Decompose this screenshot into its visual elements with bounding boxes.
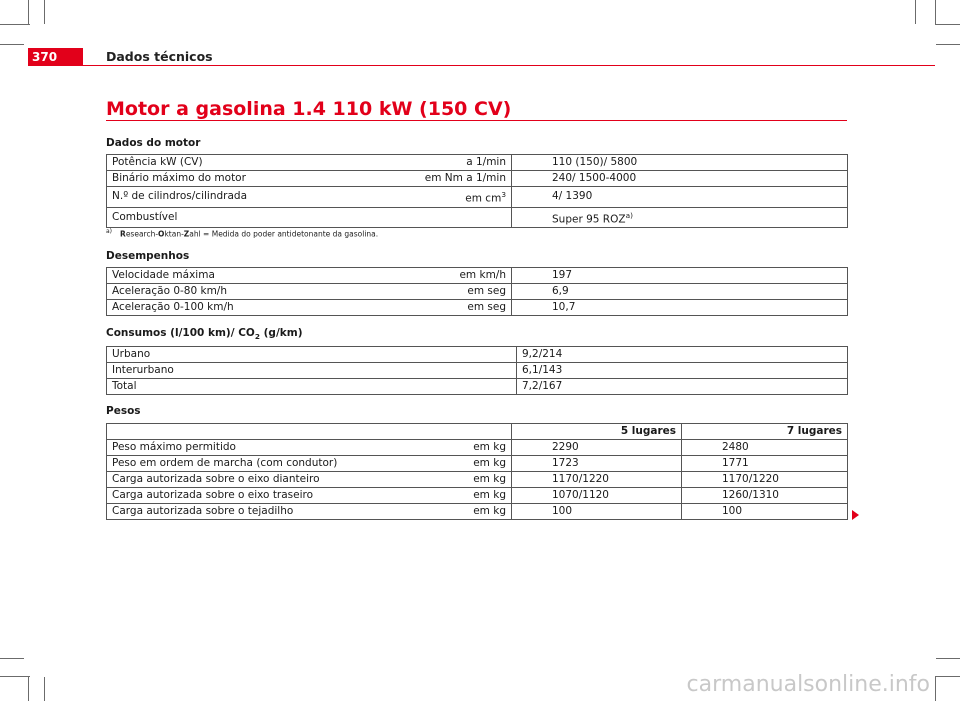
row-value: 10,7 (512, 300, 848, 316)
row-value: 7,2/167 (517, 379, 848, 395)
row-label: Peso em ordem de marcha (com condutor) (107, 456, 397, 472)
row-label: Combustível (107, 207, 397, 228)
table-row (107, 187, 848, 208)
table-row (107, 504, 848, 520)
row-value: 6,9 (512, 284, 848, 300)
row-label: Potência kW (CV) (107, 155, 397, 171)
table-row (107, 155, 848, 171)
row-label: Velocidade máxima (107, 268, 397, 284)
weights-heading: Pesos (106, 405, 141, 417)
row-unit: em kg (397, 472, 512, 488)
row-unit: em seg (397, 300, 512, 316)
row-label: Total (107, 379, 517, 395)
table-row (107, 284, 848, 300)
page-title: Motor a gasolina 1.4 110 kW (150 CV) (106, 98, 512, 120)
crop-mark (936, 44, 960, 45)
header-blank (397, 424, 512, 440)
row-value-5: 100 (512, 504, 682, 520)
row-label: N.º de cilindros/cilindrada (107, 187, 397, 208)
crop-mark (915, 0, 916, 24)
performance-heading: Desempenhos (106, 250, 190, 262)
table-row (107, 268, 848, 284)
table-row (107, 347, 848, 363)
consumption-table (106, 346, 848, 395)
performance-table (106, 267, 848, 316)
title-rule (106, 120, 847, 121)
table-row (107, 440, 848, 456)
table-row (107, 207, 848, 228)
row-value: 4/ 1390 (512, 187, 848, 208)
header-rule (28, 65, 935, 66)
crop-mark (0, 44, 24, 45)
continue-arrow-icon (852, 510, 859, 520)
row-unit: em kg (397, 456, 512, 472)
consumption-heading: Consumos (l/100 km)/ $CO_2$ (g/km) (106, 327, 303, 342)
row-unit: em km/h (397, 268, 512, 284)
row-label: Carga autorizada sobre o eixo traseiro (107, 488, 397, 504)
crop-mark (44, 677, 45, 701)
header-blank (107, 424, 397, 440)
engine-heading: Dados do motor (106, 137, 201, 149)
row-value-5: 1070/1120 (512, 488, 682, 504)
row-label: Carga autorizada sobre o tejadilho (107, 504, 397, 520)
table-row (107, 472, 848, 488)
row-value-5: 1723 (512, 456, 682, 472)
table-row (107, 488, 848, 504)
row-unit: a 1/min (397, 155, 512, 171)
crop-mark (935, 24, 960, 25)
crop-mark (935, 677, 936, 701)
crop-mark (935, 676, 960, 677)
row-value-7: 1170/1220 (682, 472, 848, 488)
crop-mark (44, 0, 45, 24)
crop-mark (28, 0, 29, 24)
row-value: 110 (150)/ 5800 (512, 155, 848, 171)
row-unit (397, 207, 512, 228)
row-value-5: 1170/1220 (512, 472, 682, 488)
column-header-5-seats: 5 lugares (512, 424, 682, 440)
row-unit: em kg (397, 440, 512, 456)
crop-mark (0, 658, 24, 659)
row-value: 197 (512, 268, 848, 284)
table-row (107, 456, 848, 472)
watermark: carmanualsonline.info (686, 672, 930, 697)
table-header-row (107, 424, 848, 440)
row-label: Interurbano (107, 363, 517, 379)
row-value: 9,2/214 (517, 347, 848, 363)
table-row (107, 379, 848, 395)
crop-mark (936, 658, 960, 659)
row-label: Aceleração 0-100 km/h (107, 300, 397, 316)
row-unit: em seg (397, 284, 512, 300)
table-row (107, 363, 848, 379)
row-label: Aceleração 0-80 km/h (107, 284, 397, 300)
table-row (107, 171, 848, 187)
page-number: 370 (28, 48, 83, 66)
row-value-7: 1771 (682, 456, 848, 472)
row-value: 6,1/143 (517, 363, 848, 379)
footnote: $^{a)}$ Research-Oktan-Zahl = Medida do poder antidetonante da gasolina. (106, 228, 379, 239)
row-label: Carga autorizada sobre o eixo dianteiro (107, 472, 397, 488)
row-label: Peso máximo permitido (107, 440, 397, 456)
crop-mark (0, 676, 30, 677)
row-value: 240/ 1500-4000 (512, 171, 848, 187)
row-value-5: 2290 (512, 440, 682, 456)
row-unit: em kg (397, 488, 512, 504)
weights-table (106, 423, 848, 520)
header-section-title: Dados técnicos (106, 49, 213, 64)
row-unit: em Nm a 1/min (397, 171, 512, 187)
row-label: Urbano (107, 347, 517, 363)
crop-mark (935, 0, 936, 24)
row-unit: em kg (397, 504, 512, 520)
row-value-7: 1260/1310 (682, 488, 848, 504)
row-unit: em $cm^3$ (397, 187, 512, 208)
row-value-7: 100 (682, 504, 848, 520)
row-value: Super 95 ROZ$^{a)}$ (512, 207, 848, 228)
table-row (107, 300, 848, 316)
engine-table (106, 154, 848, 228)
row-value-7: 2480 (682, 440, 848, 456)
crop-mark (28, 677, 29, 701)
crop-mark (0, 24, 30, 25)
column-header-7-seats: 7 lugares (682, 424, 848, 440)
row-label: Binário máximo do motor (107, 171, 397, 187)
